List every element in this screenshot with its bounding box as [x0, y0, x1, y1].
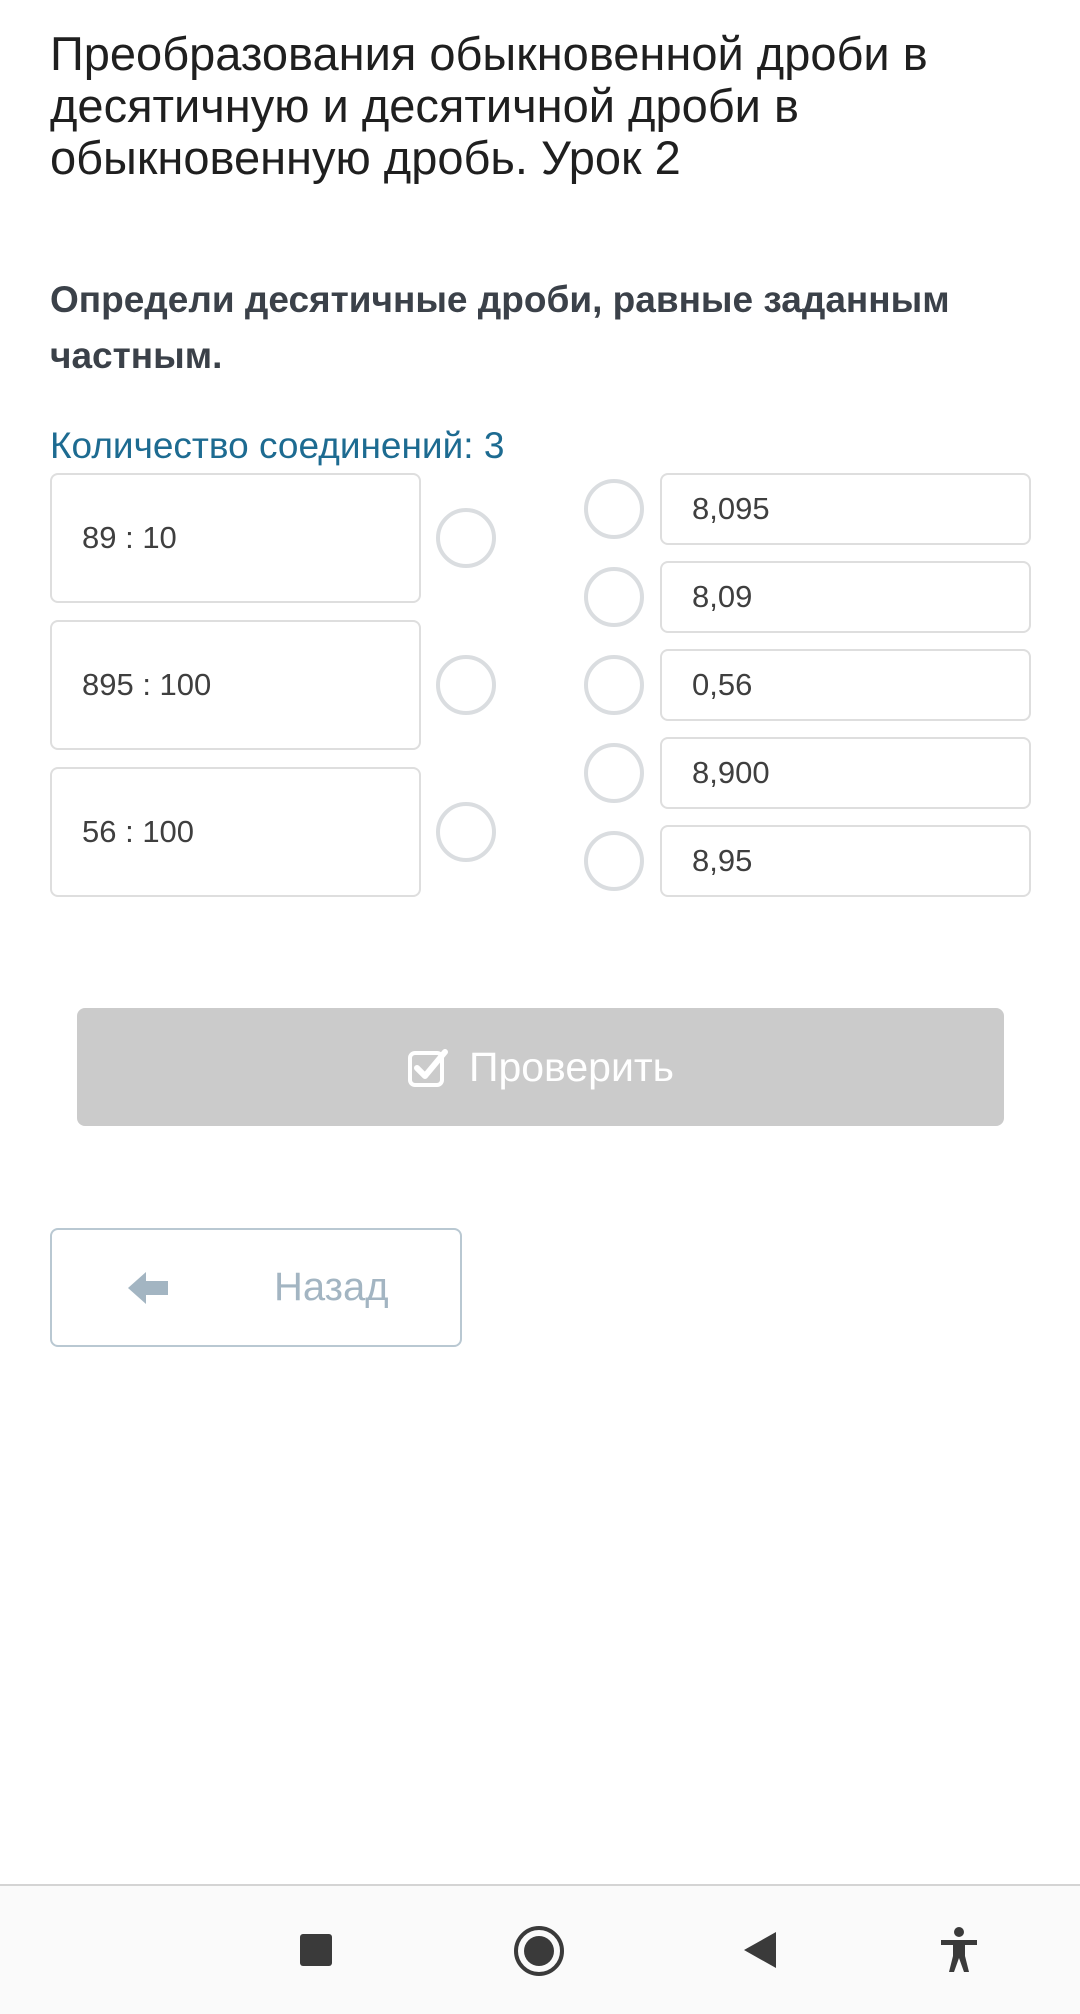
- right-item-5[interactable]: [660, 825, 1031, 897]
- left-connector-2[interactable]: [436, 655, 496, 715]
- check-button[interactable]: [77, 1008, 1004, 1126]
- accessibility-icon[interactable]: [938, 1926, 980, 1979]
- right-item-1[interactable]: [660, 473, 1031, 545]
- back-button-label: Назад: [274, 1265, 389, 1309]
- task-instruction: Определи десятичные дроби, равные заданным частным.: [50, 279, 950, 376]
- left-item-label: 895 : 100: [82, 667, 212, 702]
- back-triangle-icon[interactable]: [740, 1930, 780, 1975]
- right-item-3[interactable]: [660, 649, 1031, 721]
- left-item-2[interactable]: [50, 620, 421, 750]
- connections-count: Количество соединений: 3: [50, 425, 505, 466]
- left-connector-1[interactable]: [436, 508, 496, 568]
- right-connector-4[interactable]: [584, 743, 644, 803]
- right-item-label: 8,900: [692, 755, 770, 790]
- right-connector-3[interactable]: [584, 655, 644, 715]
- arrow-left-icon: [126, 1270, 170, 1311]
- lesson-title: Преобразования обыкновенной дроби в десятичную и десятичной дроби в обыкновенную дробь. Урок 2: [50, 27, 928, 184]
- right-item-2[interactable]: [660, 561, 1031, 633]
- right-connector-1[interactable]: [584, 479, 644, 539]
- left-item-1[interactable]: [50, 473, 421, 603]
- left-item-label: 56 : 100: [82, 814, 195, 849]
- left-item-3[interactable]: [50, 767, 421, 897]
- system-nav-bar: [0, 1884, 1080, 2014]
- right-item-label: 0,56: [692, 667, 753, 702]
- left-connector-3[interactable]: [436, 802, 496, 862]
- check-button-label: Проверить: [468, 1043, 675, 1090]
- right-item-label: 8,95: [692, 843, 753, 878]
- right-item-label: 8,09: [692, 579, 753, 614]
- right-item-4[interactable]: [660, 737, 1031, 809]
- right-connector-5[interactable]: [584, 831, 644, 891]
- home-icon[interactable]: [512, 1924, 566, 1983]
- right-connector-2[interactable]: [584, 567, 644, 627]
- back-button[interactable]: [50, 1228, 462, 1347]
- right-item-label: 8,095: [692, 491, 770, 526]
- checkbox-check-icon: [407, 1046, 449, 1088]
- recent-apps-icon[interactable]: [298, 1932, 334, 1973]
- left-item-label: 89 : 10: [82, 520, 177, 555]
